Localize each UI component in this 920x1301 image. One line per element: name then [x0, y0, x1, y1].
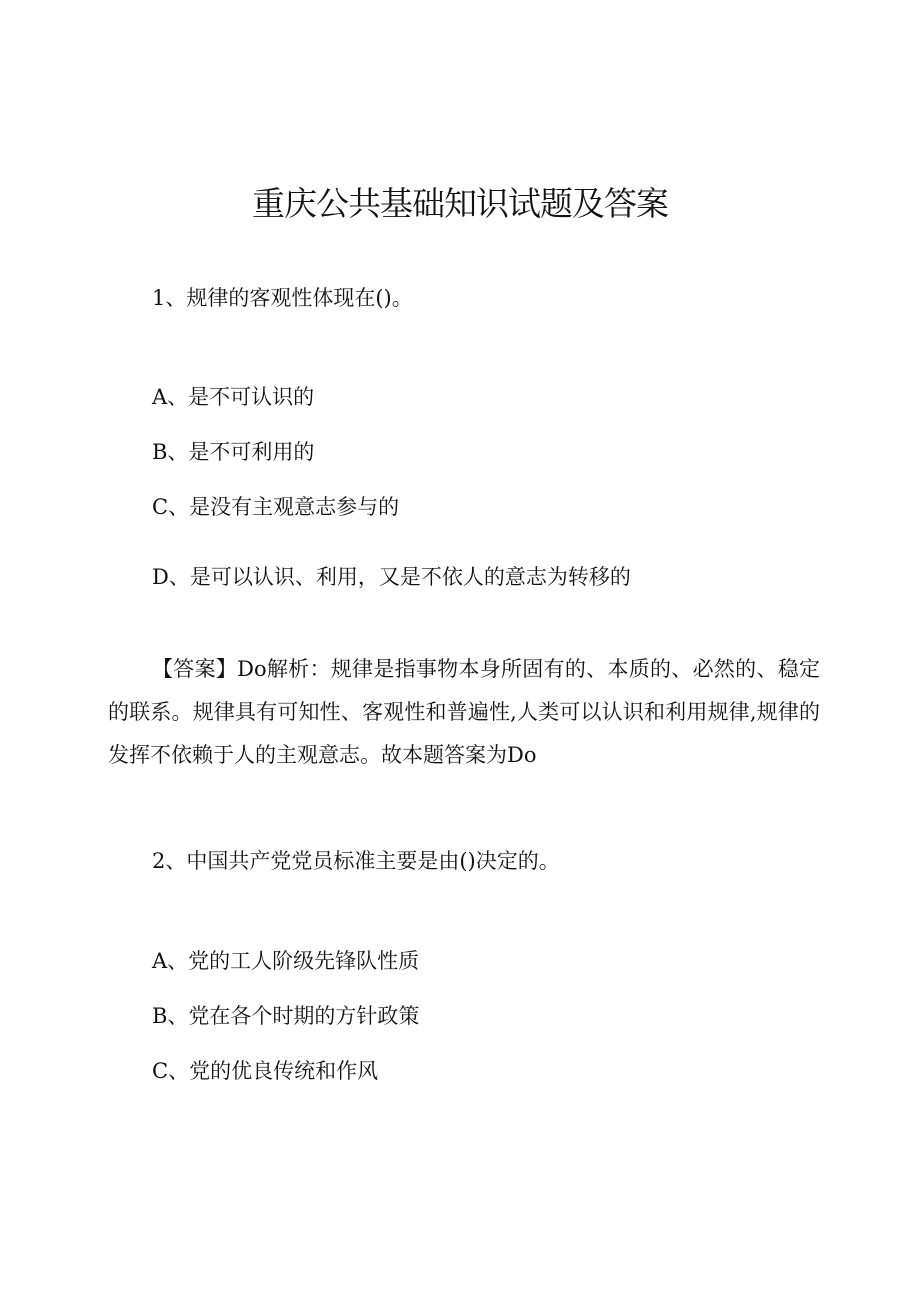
question-2-option-b: B、党在各个时期的方针政策 [152, 1004, 420, 1028]
question-1-stem: 1、规律的客观性体现在()。 [152, 286, 413, 310]
question-2-option-a: A、党的工人阶级先锋队性质 [152, 949, 420, 973]
question-1-option-b: B、是不可利用的 [152, 440, 315, 464]
question-2-option-c: C、党的优良传统和作风 [152, 1059, 379, 1083]
question-1-option-c: C、是没有主观意志参与的 [152, 495, 400, 519]
question-2-stem: 2、中国共产党党员标准主要是由()决定的。 [152, 849, 560, 873]
question-1-option-a: A、是不可认识的 [152, 385, 315, 409]
document-title: 重庆公共基础知识试题及答案 [252, 184, 668, 223]
question-1-option-d: D、是可以认识、利用，又是不依人的意志为转移的 [152, 565, 631, 589]
question-1-answer: 【答案】Do解析：规律是指事物本身所固有的、本质的、必然的、稳定的联系。规律具有可知性、客观性和普遍性,人类可以认识和利用规律,规律的发挥不依赖于人的主观意志。故本题答案为Do [108, 657, 820, 767]
